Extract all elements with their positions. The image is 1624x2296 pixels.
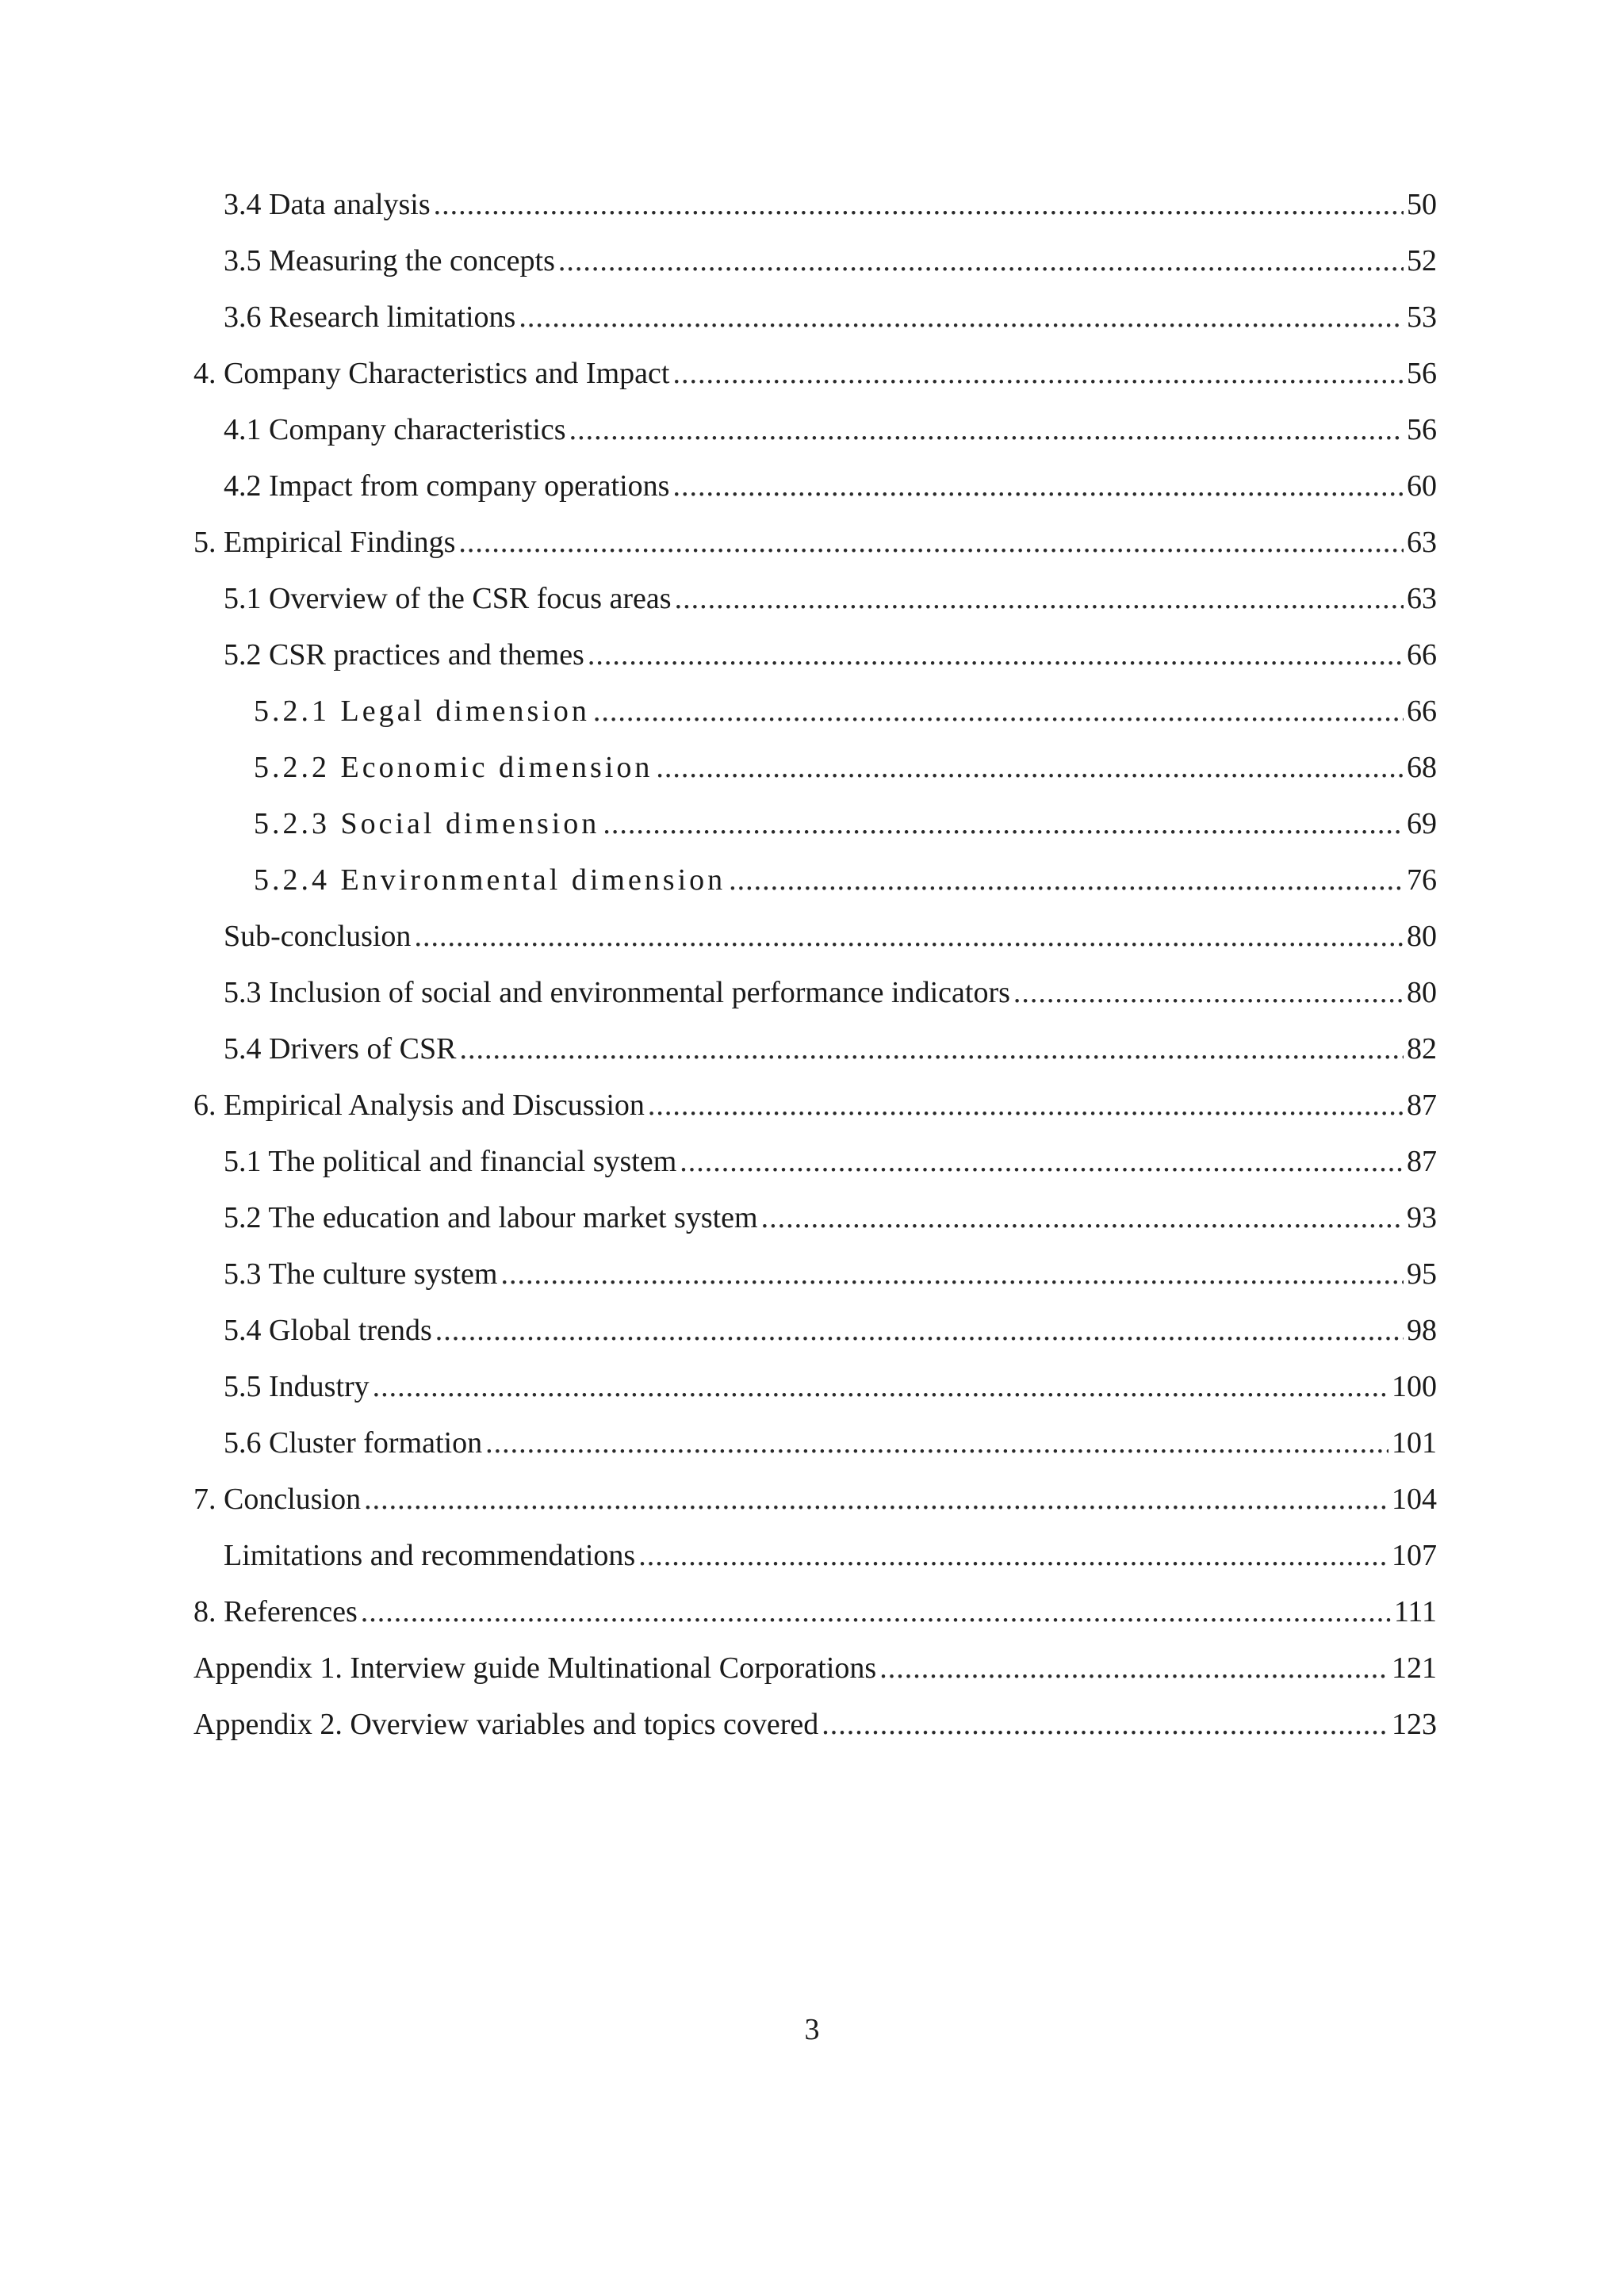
toc-dot-leader [364, 1483, 1388, 1515]
toc-entry[interactable] [193, 1258, 1437, 1314]
toc-entry[interactable] [193, 752, 1437, 808]
toc-entry-page-number: 56 [1407, 413, 1437, 446]
toc-dot-leader [672, 470, 1404, 502]
toc-entry-page-number: 95 [1407, 1257, 1437, 1291]
toc-entry[interactable] [193, 1202, 1437, 1258]
toc-entry-label: 5.6 Cluster formation [224, 1426, 483, 1460]
toc-entry-page-number: 53 [1407, 300, 1437, 334]
toc-entry-page-number: 98 [1407, 1314, 1437, 1347]
toc-entry[interactable] [193, 1652, 1437, 1709]
toc-entry-page-number: 93 [1407, 1201, 1437, 1234]
toc-entry-page-number: 66 [1407, 695, 1437, 728]
toc-entry[interactable] [193, 1540, 1437, 1596]
toc-dot-leader [656, 752, 1404, 783]
toc-entry[interactable] [193, 864, 1437, 920]
toc-dot-leader [435, 1314, 1404, 1346]
toc-entry-page-number: 68 [1407, 751, 1437, 784]
toc-entry-label: Appendix 2. Overview variables and topics covered [193, 1708, 819, 1741]
toc-entry-page-number: 80 [1407, 920, 1437, 953]
toc-entry-page-number: 69 [1407, 807, 1437, 840]
toc-entry-label: 5.4 Drivers of CSR [224, 1032, 457, 1066]
toc-entry-label: 5.3 The culture system [224, 1257, 498, 1291]
toc-dot-leader [761, 1202, 1404, 1234]
table-of-contents [193, 189, 1437, 1765]
toc-entry-label: 3.4 Data analysis [224, 188, 431, 221]
toc-entry[interactable] [193, 470, 1437, 526]
toc-entry-label: Appendix 1. Interview guide Multinational Corporations [193, 1651, 877, 1685]
toc-entry-label: 3.5 Measuring the concepts [224, 244, 555, 277]
toc-dot-leader [414, 920, 1404, 952]
toc-entry-label: 5.1 The political and financial system [224, 1145, 677, 1178]
page-number: 3 [804, 2013, 820, 2046]
toc-entry-page-number: 52 [1407, 244, 1437, 277]
toc-entry-label: 5.2.3 Social dimension [254, 807, 600, 840]
toc-entry-label: 5.2.2 Economic dimension [254, 751, 653, 784]
toc-entry-page-number: 80 [1407, 976, 1437, 1009]
toc-entry[interactable] [193, 1483, 1437, 1540]
toc-dot-leader [569, 414, 1404, 446]
toc-entry-page-number: 121 [1392, 1651, 1437, 1685]
toc-dot-leader [485, 1427, 1388, 1459]
toc-entry[interactable] [193, 189, 1437, 245]
toc-entry[interactable] [193, 245, 1437, 301]
toc-entry[interactable] [193, 1089, 1437, 1146]
toc-entry-page-number: 76 [1407, 863, 1437, 897]
toc-dot-leader [879, 1652, 1388, 1684]
toc-entry-label: 8. References [193, 1595, 358, 1628]
toc-entry[interactable] [193, 358, 1437, 414]
toc-entry-page-number: 63 [1407, 526, 1437, 559]
toc-entry-page-number: 104 [1392, 1483, 1437, 1516]
toc-entry[interactable] [193, 1596, 1437, 1652]
toc-dot-leader [588, 639, 1404, 671]
toc-entry[interactable] [193, 526, 1437, 583]
toc-dot-leader [1013, 977, 1404, 1008]
toc-entry-label: 5.2 The education and labour market system [224, 1201, 758, 1234]
toc-dot-leader [361, 1596, 1391, 1628]
toc-entry-label: 5.5 Industry [224, 1370, 370, 1403]
toc-dot-leader [459, 1033, 1404, 1065]
toc-entry-label: 5.1 Overview of the CSR focus areas [224, 582, 672, 615]
toc-entry-page-number: 100 [1392, 1370, 1437, 1403]
toc-dot-leader [675, 583, 1404, 614]
toc-entry-page-number: 56 [1407, 357, 1437, 390]
toc-dot-leader [373, 1371, 1388, 1402]
toc-dot-leader [648, 1089, 1404, 1121]
toc-entry-label: 5.3 Inclusion of social and environmental performance indicators [224, 976, 1010, 1009]
toc-entry-label: 5.2.4 Environmental dimension [254, 863, 726, 897]
toc-entry-page-number: 60 [1407, 469, 1437, 503]
toc-entry[interactable] [193, 808, 1437, 864]
toc-entry[interactable] [193, 583, 1437, 639]
toc-dot-leader [822, 1709, 1388, 1740]
toc-dot-leader [672, 358, 1404, 389]
toc-entry-page-number: 50 [1407, 188, 1437, 221]
toc-entry[interactable] [193, 1146, 1437, 1202]
toc-entry-page-number: 87 [1407, 1089, 1437, 1122]
toc-entry-page-number: 87 [1407, 1145, 1437, 1178]
toc-dot-leader [519, 301, 1404, 333]
toc-entry[interactable] [193, 977, 1437, 1033]
toc-entry-label: 5.4 Global trends [224, 1314, 432, 1347]
toc-dot-leader [638, 1540, 1388, 1571]
toc-entry-label: 7. Conclusion [193, 1483, 362, 1516]
toc-entry[interactable] [193, 639, 1437, 695]
toc-entry[interactable] [193, 414, 1437, 470]
toc-entry-page-number: 66 [1407, 638, 1437, 672]
toc-dot-leader [558, 245, 1404, 277]
toc-entry[interactable] [193, 1314, 1437, 1371]
toc-entry-label: 3.6 Research limitations [224, 300, 516, 334]
toc-entry-page-number: 63 [1407, 582, 1437, 615]
toc-dot-leader [500, 1258, 1404, 1290]
toc-entry[interactable] [193, 1427, 1437, 1483]
toc-entry-label: 5. Empirical Findings [193, 526, 456, 559]
toc-entry[interactable] [193, 1371, 1437, 1427]
toc-entry-label: Limitations and recommendations [224, 1539, 636, 1572]
toc-entry-page-number: 107 [1392, 1539, 1437, 1572]
toc-entry-label: 4.1 Company characteristics [224, 413, 566, 446]
toc-entry[interactable] [193, 1033, 1437, 1089]
toc-entry-label: 5.2 CSR practices and themes [224, 638, 584, 672]
toc-entry[interactable] [193, 301, 1437, 358]
toc-dot-leader [680, 1146, 1404, 1177]
toc-entry-label: 4. Company Characteristics and Impact [193, 357, 670, 390]
toc-entry-label: 6. Empirical Analysis and Discussion [193, 1089, 645, 1122]
toc-entry[interactable] [193, 1709, 1437, 1765]
toc-entry-page-number: 111 [1393, 1595, 1437, 1628]
toc-dot-leader [729, 864, 1404, 896]
toc-entry-label: Sub-conclusion [224, 920, 412, 953]
toc-dot-leader [593, 695, 1404, 727]
toc-entry-page-number: 82 [1407, 1032, 1437, 1066]
toc-dot-leader [458, 526, 1404, 558]
toc-entry[interactable] [193, 920, 1437, 977]
toc-entry-page-number: 101 [1392, 1426, 1437, 1460]
toc-entry-label: 5.2.1 Legal dimension [254, 695, 590, 728]
toc-entry[interactable] [193, 695, 1437, 752]
toc-dot-leader [603, 808, 1404, 840]
toc-dot-leader [434, 189, 1404, 220]
toc-entry-label: 4.2 Impact from company operations [224, 469, 670, 503]
toc-entry-page-number: 123 [1392, 1708, 1437, 1741]
